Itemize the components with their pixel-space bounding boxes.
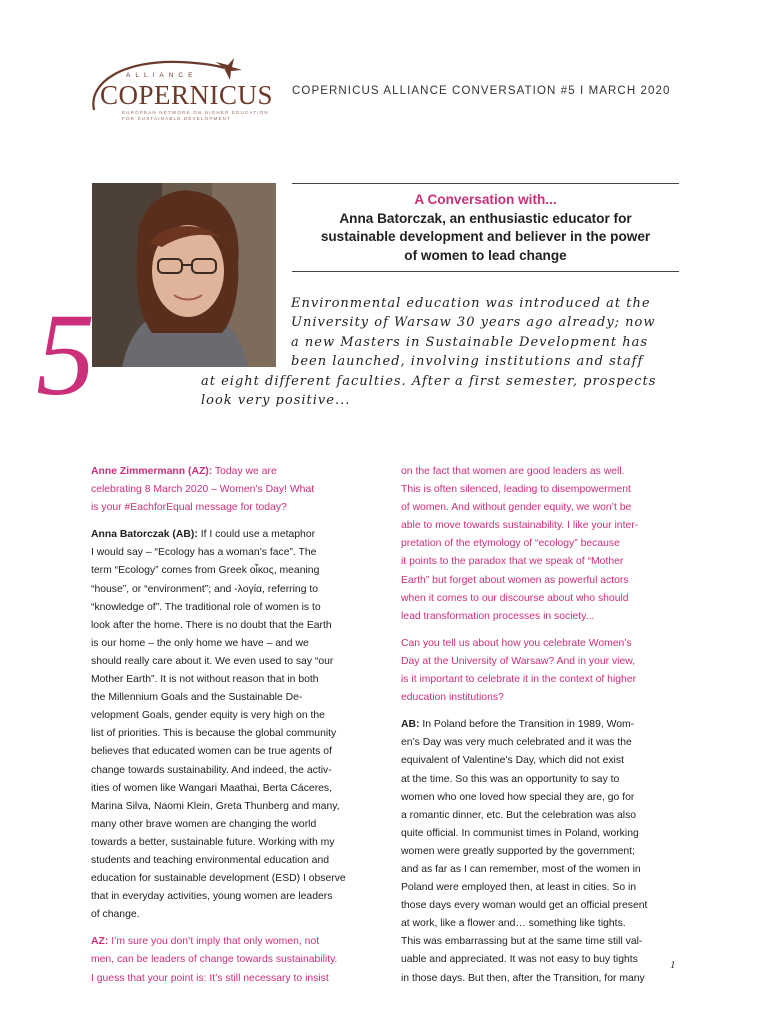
answer-line: many other brave women are changing the world: [91, 818, 317, 830]
answer-line: “house”, or “environment”; and -λογία, referring to: [91, 583, 319, 595]
answer-line: change towards sustainability. And indeed, the activ-: [91, 764, 332, 776]
logo-alliance-text: ALLIANCE: [126, 72, 198, 79]
answer-line: Mother Earth”. It is not without reason that in both: [91, 674, 319, 686]
answer-line: I would say – “Ecology has a woman’s face”. The: [91, 547, 317, 559]
answer-line: the Millennium Goals and the Sustainable De-: [91, 692, 303, 704]
question-line: celebrating 8 March 2020 – Women’s Day! What: [91, 484, 315, 496]
answer-line: quite official. In communist times in Poland, working: [401, 827, 639, 839]
question-line: education institutions?: [401, 692, 504, 704]
headline: [292, 191, 679, 265]
answer-line: and as far as I can remember, most of the women in: [401, 863, 641, 875]
answer-line: Poland were employed then, at least in cities. So in: [401, 882, 637, 894]
answer-line: uable and appreciated. It was not easy to buy tights: [401, 954, 638, 966]
paragraph-gap: [91, 924, 371, 933]
answer-text: In Poland before the Transition in 1989, Wom-: [419, 719, 635, 731]
answer-line: of change.: [91, 909, 140, 921]
answer-line: a romantic dinner, etc. But the celebration was also: [401, 809, 637, 821]
answer-line: towards a better, sustainable future. Working with my: [91, 836, 335, 848]
answer-line: women who one loved how special they are, go for: [401, 791, 635, 803]
speaker-label: AB:: [401, 719, 420, 731]
answer-line: believes that educated women can be true agents of: [91, 746, 332, 758]
speaker-label: Anna Batorczak (AB):: [91, 529, 198, 541]
answer-line: women were greatly supported by the government;: [401, 845, 635, 857]
question-line: is it important to celebrate it in the context of higher: [401, 674, 637, 686]
question-line: is your #EachforEqual message for today?: [91, 502, 287, 514]
paragraph-gap: [401, 626, 681, 635]
question-line: lead transformation processes in society...: [401, 610, 595, 622]
question-text: Today we are: [212, 466, 277, 477]
question-line: I guess that your point is: It’s still necessary to insist: [91, 972, 329, 984]
question-line: Earth” but forget about women as powerful actors: [401, 574, 629, 586]
answer-line: en’s Day was very much celebrated and it was the: [401, 737, 632, 749]
question-text: I’m sure you don’t imply that only women, not: [108, 936, 320, 948]
question-line: it points to the paradox that we speak of “Mother: [401, 556, 624, 568]
answer-line: those days every woman would get an official present: [401, 900, 648, 912]
question-line: when it comes to our discourse about who should: [401, 592, 629, 604]
question-line: on the fact that women are good leaders as well.: [401, 466, 625, 477]
answer-line: ities of women like Wangari Maathai, Berta Cáceres,: [91, 782, 333, 794]
intro-line: University of Warsaw 30 years ago already; now: [291, 315, 656, 331]
conversation-number: 5: [36, 289, 95, 420]
paragraph-gap: [401, 707, 681, 716]
answer-line: [91, 526, 371, 544]
page-number: 1: [670, 959, 676, 971]
intro-line: been launched, involving institutions and staff: [291, 354, 644, 370]
answer-line: at the time. So this was an opportunity to say to: [401, 773, 620, 785]
question-line: [91, 463, 371, 481]
headline-kicker: A Conversation with...: [414, 192, 557, 207]
intro-line: Environmental education was introduced at the: [291, 296, 651, 311]
right-column: [401, 463, 681, 988]
logo-subtitle-2: FOR SUSTAINABLE DEVELOPMENT: [122, 116, 232, 121]
answer-text: If I could use a metaphor: [197, 529, 316, 541]
speaker-label: Anne Zimmermann (AZ):: [91, 466, 213, 477]
question-line: able to move towards sustainability. I like your inter-: [401, 520, 639, 532]
paragraph-gap: [91, 517, 371, 526]
headline-title-line: of women to lead change: [404, 247, 567, 263]
answer-line: is our home – the only home we have – and we: [91, 637, 309, 649]
question-line: pretation of the etymology of “ecology” because: [401, 538, 620, 550]
answer-line: should really care about it. We even used to say “our: [91, 655, 334, 667]
headline-rule-top: [292, 183, 679, 184]
answer-line: students and teaching environmental education and: [91, 854, 330, 866]
header-title: COPERNICUS ALLIANCE CONVERSATION #5 I MARCH 2020: [292, 85, 671, 97]
answer-line: that in everyday activities, young women are leaders: [91, 891, 333, 903]
question-line: Can you tell us about how you celebrate Women’s: [401, 637, 632, 649]
answer-line: “knowledge of”. The traditional role of women is to: [91, 601, 321, 613]
logo-name: COPERNICUS: [100, 80, 274, 110]
question-line: men, can be leaders of change towards sustainability.: [91, 954, 338, 966]
copernicus-logo: [84, 52, 280, 124]
answer-line: education for sustainable development (ESD) I observe: [91, 873, 346, 885]
answer-line: velopment Goals, gender equity is very high on the: [91, 710, 325, 722]
answer-line: in those days. But then, after the Transition, for many: [401, 972, 645, 984]
question-line: This is often silenced, leading to disempowerment: [401, 484, 631, 496]
headline-title-line: sustainable development and believer in the power: [320, 229, 651, 244]
intro-line: a new Masters in Sustainable Development has: [291, 334, 649, 350]
question-line: of women. And without gender equity, we won’t be: [401, 502, 632, 514]
answer-line: list of priorities. This is because the global community: [91, 728, 337, 740]
answer-line: equivalent of Valentine’s Day, which did not exist: [401, 755, 624, 767]
intro-line: look very positive...: [201, 393, 351, 409]
answer-line: term “Ecology” comes from Greek οἶκος, meaning: [91, 565, 320, 577]
answer-line: This was embarrassing but at the same time still val-: [401, 936, 643, 948]
intro-paragraph: [201, 294, 679, 410]
answer-line: [401, 716, 681, 734]
question-line: Day at the University of Warsaw? And in your view,: [401, 655, 636, 667]
speaker-label: AZ:: [91, 936, 109, 948]
answer-line: Marina Silva, Naomi Klein, Greta Thunberg and many,: [91, 800, 340, 812]
intro-line: at eight different faculties. After a first semester, prospects: [201, 373, 657, 389]
headline-rule-bottom: [292, 271, 679, 272]
logo-subtitle-1: EUROPEAN NETWORK ON HIGHER EDUCATION: [122, 110, 269, 115]
headline-title-line: Anna Batorczak, an enthusiastic educator for: [339, 210, 632, 226]
answer-line: look after the home. There is no doubt that the Earth: [91, 619, 332, 631]
left-column: [91, 463, 371, 988]
question-line: [91, 933, 371, 951]
answer-line: at work, like a flower and… something like tights.: [401, 918, 626, 930]
